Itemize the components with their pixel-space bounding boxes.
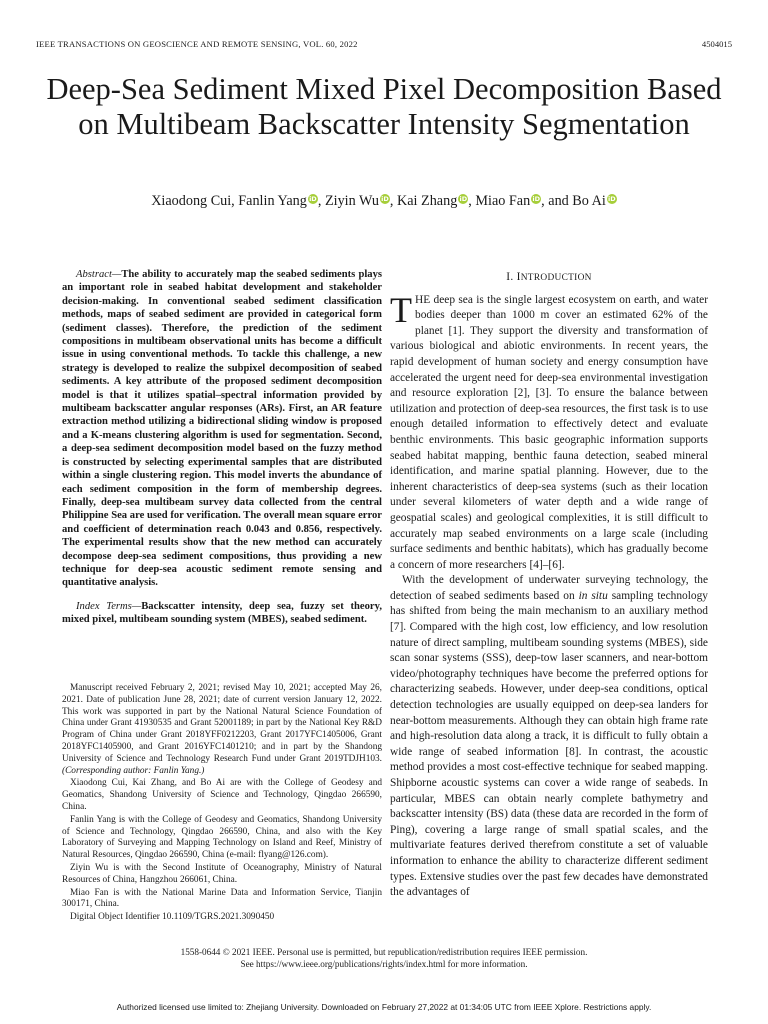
intro-paragraph-2-text-b: sampling technology has shifted from being the main mechanism to an auxiliary method [7]. Compared with the high cost, low efficiency, and low resolution nature of direct sampling, multibeam sounding systems (MBES), side scan sonar systems (SSS), deep-tow laser scanners, and near-bottom video/photography techniques have become the preferred options for characterizing seabeds. However, under deep-sea conditions, optical detection technologies are usually equipped on deep-sea landers for near-bottom measurements. Although they can obtain high frame rate and high-resolution data along a track, it is difficult to fully obtain a wide range of seabed information [8]. In contrast, the acoustic method provides a most cost-effective technique for seabed mapping. Shipborne acoustic systems can cover a wide range of seabeds. In particular, MBES can obtain nearly complete bathymetry and backscatter intensity (BS) data (these data are recorded in the form of Ping), covering a large range of small spatial scales, and the multivariate features derived therefrom constitute a set of valuable information to enhance the ability to characterize different sediment types. Extensive studies over the past few decades have demonstrated the advantages of xyxy=(390,589,708,899)
author-text-5: , and Bo Ai xyxy=(541,193,606,209)
author-text-4: , Miao Fan xyxy=(468,193,531,209)
orcid-icon[interactable]: iD xyxy=(459,195,468,203)
index-terms xyxy=(62,600,382,627)
left-column xyxy=(62,268,382,627)
footnotes xyxy=(62,683,382,925)
right-column xyxy=(390,268,708,901)
section-title-initial: I xyxy=(516,271,521,283)
orcid-icon[interactable]: iD xyxy=(381,195,389,203)
paper-title: Deep-Sea Sediment Mixed Pixel Decomposition Based on Multibeam Backscatter Intensity Segmentation xyxy=(46,72,722,141)
orcid-icon[interactable]: iD xyxy=(608,195,616,203)
index-terms-text: Backscatter intensity, deep sea, fuzzy set theory, mixed pixel, multibeam sounding system (MBES), seabed sediment. xyxy=(62,600,382,626)
copyright-line-1: 1558-0644 © 2021 IEEE. Personal use is permitted, but republication/redistribution requires IEEE permission. xyxy=(180,947,588,957)
author-text-1: Xiaodong Cui, Fanlin Yang xyxy=(151,193,307,209)
intro-paragraph-2-italic: in situ xyxy=(578,589,608,602)
section-heading xyxy=(390,270,708,287)
corresponding-author: (Corresponding author: Fanlin Yang.) xyxy=(62,765,205,776)
footnote-affiliation-2: Fanlin Yang is with the College of Geodesy and Geomatics, Shandong University of Science and Technology, Qingdao 266590, China, and also with the Key Laboratory of Surveying and Mapping Technology on Island and Reef, Ministry of Natural Resources, Qingdao 266590, China (e-mail: flyang@126.com). xyxy=(62,814,382,861)
running-header-journal: IEEE TRANSACTIONS ON GEOSCIENCE AND REMOTE SENSING, VOL. 60, 2022 xyxy=(36,39,358,49)
footnote-manuscript-text: Manuscript received February 2, 2021; revised May 10, 2021; accepted May 26, 2021. Date of publication June 28, 2021; date of current version January 12, 2022. This work was supported in part by the National Natural Science Foundation of China under Grant 41930535 and Grant 52001189; in part by the National Key R&D Program of China under Grant 2018YFF0212203, Grant 2017YFC1405006, Grant 2018YFC1405900, and Grant 2016YFC1401210; and in part by the Shandong University of Science and Technology Research Fund under Grant 2019TDJH103. xyxy=(62,683,382,764)
intro-paragraph-2-text-a: With the development of underwater surveying technology, the detection of seabed sediments based on xyxy=(390,574,708,602)
abstract-label: Abstract— xyxy=(76,269,122,280)
license-footer: Authorized licensed use limited to: Zhejiang University. Downloaded on February 27,2022 at 01:34:05 UTC from IEEE Xplore. Restrictions apply. xyxy=(116,1002,652,1012)
orcid-icon[interactable]: iD xyxy=(532,195,540,203)
abstract-text: The ability to accurately map the seabed sediments plays an important role in seabed habitat development and stakeholder decision-making. In conventional seabed sediment classification methods, maps of seabed sediment are provided in categorical form (sediment classes). Therefore, the prediction of the sediment compositions in multibeam observational units has become a difficult issue in using conventional methods. To tackle this challenge, a new strategy is developed to realize the subpixel decomposition of seabed sediments. A key attribute of the proposed sediment decomposition model is that it utilizes spatial–spectral information provided by multibeam backscatter angular responses (ARs). First, an AR feature extraction method utilizing a bidirectional sliding window is proposed and a K-means clustering algorithm is used for segmentation. Second, a deep-sea sediment decomposition model based on the fuzzy method is constructed by selecting experimental samples that are distributed within a single clustering region. This model inverts the abundance of each sediment composition in the form of membership degrees. Finally, deep-sea multibeam survey data collected from the central Philippine Sea are used for verification. The overall mean square error and coefficient of determination reach 0.043 and 0.856, respectively. The experimental results show that the new method can accurately decompose deep-sea sediment compositions, thus providing a new technique for deep-sea acoustic sediment remote sensing and quantitative analysis. xyxy=(62,269,382,589)
copyright-notice xyxy=(40,947,728,970)
author-list xyxy=(40,193,728,210)
section-number: I. xyxy=(506,271,514,283)
footnote-affiliation-1: Xiaodong Cui, Kai Zhang, and Bo Ai are with the College of Geodesy and Geomatics, Shandong University of Science and Technology, Qingdao 266590, China. xyxy=(62,778,382,812)
intro-paragraph-1 xyxy=(390,289,708,574)
index-terms-label: Index Terms— xyxy=(76,600,142,612)
abstract xyxy=(62,268,382,590)
intro-paragraph-2 xyxy=(390,573,708,900)
doi-line[interactable]: Digital Object Identifier 10.1109/TGRS.2021.3090450 xyxy=(70,912,275,923)
orcid-icon[interactable]: iD xyxy=(309,195,317,203)
footnote-manuscript xyxy=(62,683,382,777)
author-text-3: , Kai Zhang xyxy=(389,193,458,209)
copyright-line-2[interactable]: See https://www.ieee.org/publications/rights/index.html for more information. xyxy=(240,958,528,969)
author-text-2: , Ziyin Wu xyxy=(317,193,379,209)
running-header-page-number: 4504015 xyxy=(701,39,732,49)
section-title-rest: NTRODUCTION xyxy=(520,273,592,283)
footnote-affiliation-3: Ziyin Wu is with the Second Institute of Oceanography, Ministry of Natural Resources of China, Hangzhou 266061, China. xyxy=(62,862,382,885)
drop-cap: T xyxy=(390,289,412,330)
footnote-affiliation-4: Miao Fan is with the National Marine Data and Information Service, Tianjin 300171, China. xyxy=(62,887,382,910)
intro-paragraph-1-text: HE deep sea is the single largest ecosystem on earth, and water bodies deeper than 1000 m cover an estimated 62% of the planet [1]. They support the diversity and transformation of various biological and abiotic environments. In recent years, the rapid development of human society and energy consumption have accelerated the urgent need for deep-sea environmental investigation and resource exploration [2], [3]. To ensure the balance between utilization and protection of deep-sea resources, the first task is to use enough detailed information to effectively detect and evaluate benthic environments. This basic geographic information supports seabed habitat mapping, benthic fauna detection, seabed mineral identification, and marine spatial planning. However, due to the inherent characteristics of deep-sea systems (such as their location under several kilometers of water depth and a wide range of geospatial scales) and geological complexities, it is still difficult to accurately map seabed environments on a large scale (including surface sediments and benthic habitats), which has gradually become a concern of more researchers [4]–[6]. xyxy=(390,293,708,571)
